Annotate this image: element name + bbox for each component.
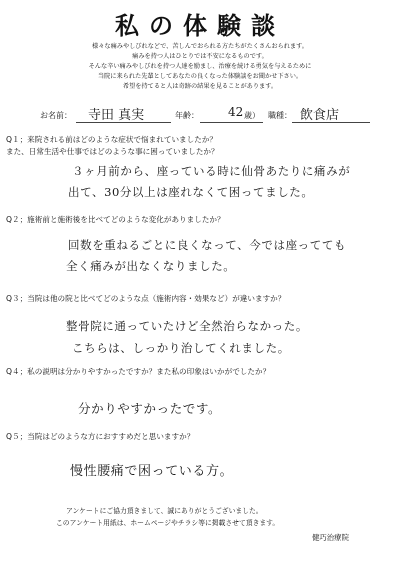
question-4 — [6, 366, 270, 378]
question-2 — [6, 214, 225, 226]
name-label: お名前： — [40, 111, 72, 120]
age-label: 年齢： — [175, 111, 199, 120]
job-value: 飲食店 — [300, 108, 340, 123]
job-label: 職種： — [268, 111, 292, 120]
question-text: Q２；施術前と施術後を比べてどのような変化がありましたか？ — [6, 215, 225, 224]
clinic-name: 健巧治療院 — [312, 533, 349, 542]
answer-3-line-1: 整骨院に通っていたけど全然治らなかった。 — [66, 319, 308, 333]
age-unit: 歳） — [244, 111, 260, 120]
question-3 — [6, 293, 285, 305]
page-title: 私の体験談 — [115, 12, 285, 40]
intro-text — [0, 42, 400, 92]
answer-4-line-1: 分かりやすかったです。 — [78, 401, 222, 416]
name-underline — [76, 122, 171, 123]
answer-2-line-2: 全く痛みが出なくなりました。 — [66, 259, 236, 273]
question-text: また、日常生活や仕事ではどのような事に困っていましたか？ — [6, 147, 219, 156]
question-text: Q３；当院は他の院と比べてどのような点（施術内容・効果など）が違いますか？ — [6, 294, 286, 303]
age-value: 42 — [228, 105, 244, 119]
question-1 — [6, 134, 219, 158]
intro-line: 痛みを持つ人はひとりでは不安になるものです。 — [132, 53, 268, 61]
answer-5-line-1: 慢性腰痛で困っている方。 — [70, 464, 234, 479]
answer-2-line-1: 回数を重ねるごとに良くなって、今では座ってても — [68, 238, 347, 252]
question-text: Q５；当院はどのような方におすすめだと思いますか？ — [6, 432, 195, 441]
job-underline — [292, 122, 370, 123]
name-value: 寺田 真実 — [88, 108, 145, 123]
footer-notice: このアンケート用紙は、ホームページやチラシ等に掲載させて頂きます。 — [56, 519, 280, 527]
question-text: Q４；私の説明は分かりやすかったですか？また私の印象はいかがでしたか？ — [6, 367, 271, 376]
footer-thanks: アンケートにご協力頂きまして、誠にありがとうございました。 — [66, 507, 263, 515]
question-5 — [6, 431, 194, 443]
age-underline — [200, 122, 263, 123]
answer-3-line-2: こちらは、しっかり治してくれました。 — [72, 341, 290, 355]
intro-line: 当院に来られた先輩としてあなたの良くなった体験談をお聞かせ下さい。 — [97, 73, 303, 81]
answer-1-line-2: 出て、30分以上は座れなくて困ってました。 — [68, 185, 314, 199]
intro-line: 希望を持てると人は奇跡の結果を見ることがあります。 — [122, 83, 278, 91]
answer-1-line-1: ３ヶ月前から、座っている時に仙骨あたりに痛みが — [72, 164, 351, 178]
question-text: Q１；来院される前はどのような症状で悩まれていましたか？ — [6, 135, 218, 144]
intro-line: 様々な痛みやしびれなどで、苦しんでおられる方たちがたくさんおられます。 — [92, 43, 308, 50]
intro-line: そんな辛い痛みやしびれを持つ人達を励まし、治療を続ける勇気を与えるために — [88, 63, 312, 71]
